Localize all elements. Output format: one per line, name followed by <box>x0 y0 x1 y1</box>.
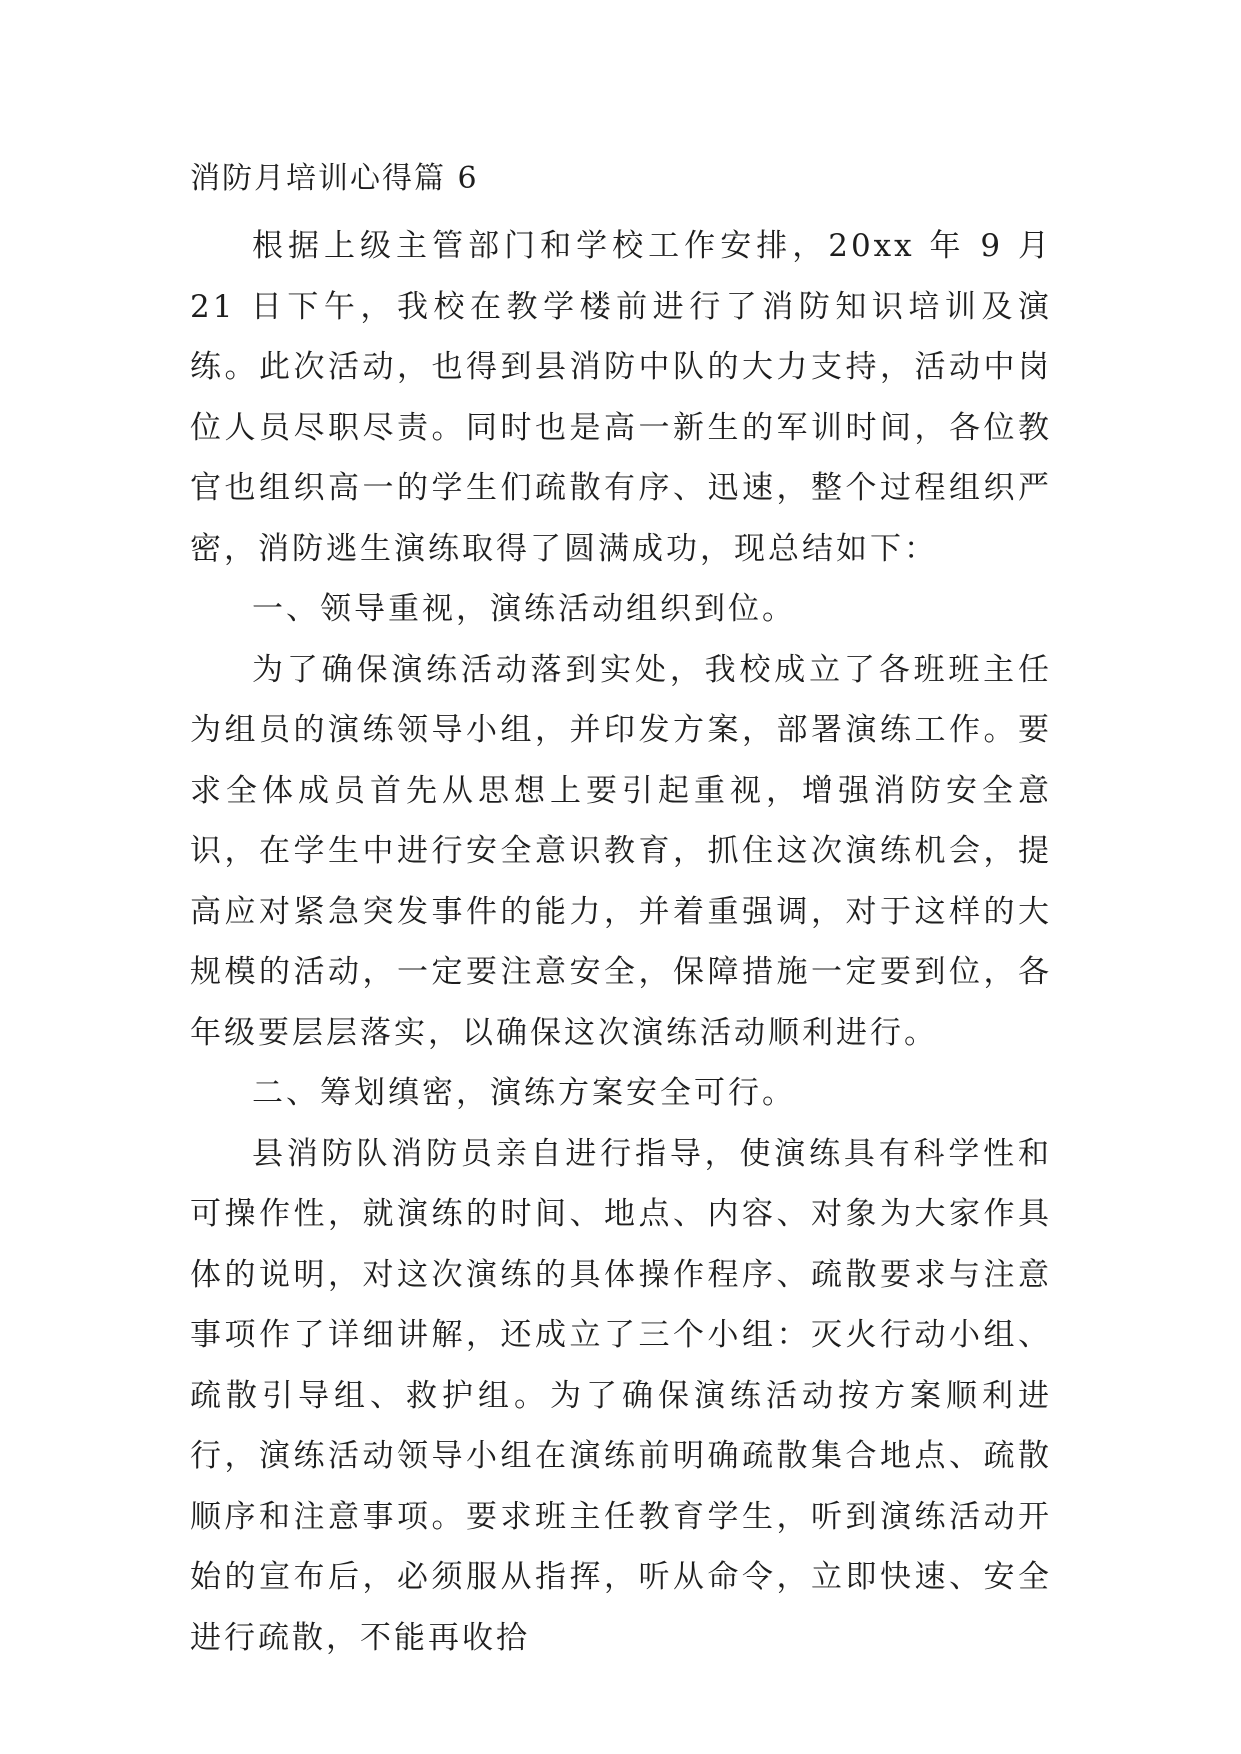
paragraph-section-2: 县消防队消防员亲自进行指导，使演练具有科学性和可操作性，就演练的时间、地点、内容、对象为大家作具体的说明，对这次演练的具体操作程序、疏散要求与注意事项作了详细讲解，还成立了三个小组：灭火行动小组、疏散引导组、救护组。为了确保演练活动按方案顺利进行，演练活动领导小组在演练前明确疏散集合地点、疏散顺序和注意事项。要求班主任教育学生，听到演练活动开始的宣布后，必须服从指挥，听从命令，立即快速、安全进行疏散，不能再收拾 <box>190 1135 1052 1656</box>
section-heading-2: 二、筹划缜密，演练方案安全可行。 <box>252 1075 796 1111</box>
document-title: 消防月培训心得篇 6 <box>190 161 479 196</box>
paragraph-section-1: 为了确保演练活动落到实处，我校成立了各班班主任为组员的演练领导小组，并印发方案，部署演练工作。要求全体成员首先从思想上要引起重视，增强消防安全意识，在学生中进行安全意识教育，抓住这次演练机会，提高应对紧急突发事件的能力，并着重强调，对于这样的大规模的活动，一定要注意安全，保障措施一定要到位，各年级要层层落实，以确保这次演练活动顺利进行。 <box>190 651 1052 1051</box>
document-body <box>190 160 1052 1668</box>
paragraph-intro: 根据上级主管部门和学校工作安排，20xx 年 9 月 21 日下午，我校在教学楼前进行了消防知识培训及演练。此次活动，也得到县消防中队的大力支持，活动中岗位人员尽职尽责。同时也是高一新生的军训时间，各位教官也组织高一的学生们疏散有序、迅速，整个过程组织严密，消防逃生演练取得了圆满成功，现总结如下： <box>190 228 1052 567</box>
section-heading-1: 一、领导重视，演练活动组织到位。 <box>252 591 796 627</box>
